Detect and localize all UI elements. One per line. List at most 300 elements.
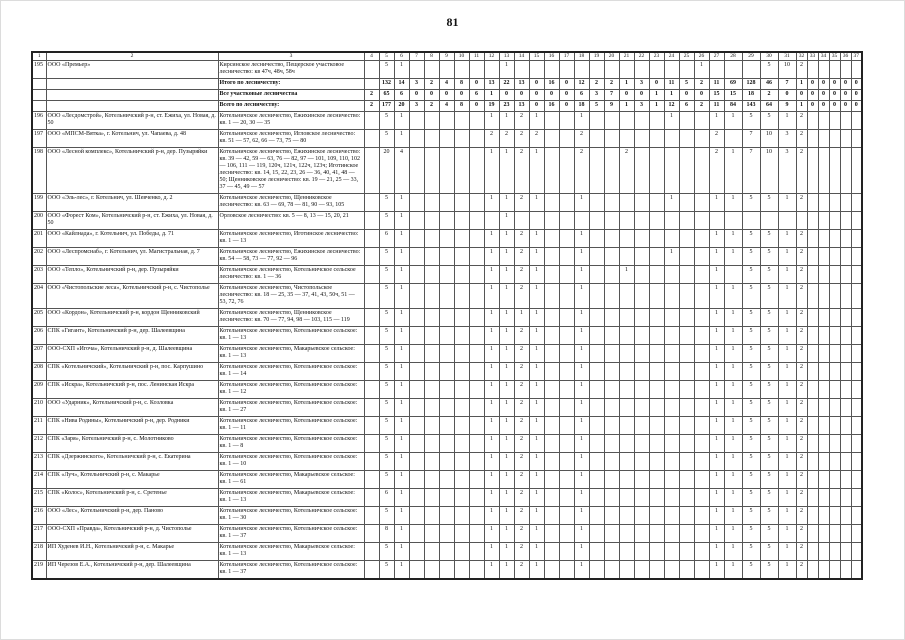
- value-cell: [807, 112, 818, 130]
- value-cell: [742, 61, 760, 79]
- column-number-header: 24: [664, 52, 679, 61]
- value-cell: [851, 453, 862, 471]
- value-cell: [634, 266, 649, 284]
- value-cell: [664, 212, 679, 230]
- value-cell: 15: [709, 90, 724, 101]
- value-cell: [840, 284, 851, 309]
- value-cell: 2: [619, 148, 634, 194]
- value-cell: [679, 525, 694, 543]
- value-cell: 18: [574, 101, 589, 112]
- value-cell: 1: [724, 417, 742, 435]
- value-cell: [469, 284, 484, 309]
- value-cell: [424, 112, 439, 130]
- value-cell: 1: [484, 525, 499, 543]
- value-cell: 5: [760, 266, 778, 284]
- row-number-cell: 199: [32, 194, 46, 212]
- value-cell: [840, 489, 851, 507]
- value-cell: 5: [742, 363, 760, 381]
- value-cell: 1: [529, 417, 544, 435]
- forest-cell: Котельничское лесничество, Ежихинское лесничество: кв. 1 — 20, 30 — 35: [218, 112, 364, 130]
- value-cell: [851, 507, 862, 525]
- value-cell: [604, 230, 619, 248]
- table-row: [32, 561, 862, 580]
- value-cell: [796, 212, 807, 230]
- value-cell: [454, 130, 469, 148]
- value-cell: [439, 327, 454, 345]
- value-cell: [679, 417, 694, 435]
- value-cell: 1: [574, 363, 589, 381]
- value-cell: 1: [778, 381, 796, 399]
- value-cell: [679, 471, 694, 489]
- value-cell: [364, 507, 379, 525]
- value-cell: [589, 363, 604, 381]
- value-cell: 5: [760, 194, 778, 212]
- value-cell: [829, 61, 840, 79]
- value-cell: 1: [778, 112, 796, 130]
- value-cell: [619, 417, 634, 435]
- value-cell: [604, 112, 619, 130]
- value-cell: 1: [529, 309, 544, 327]
- value-cell: [424, 248, 439, 266]
- value-cell: [439, 130, 454, 148]
- value-cell: [829, 363, 840, 381]
- value-cell: [439, 248, 454, 266]
- value-cell: [829, 230, 840, 248]
- column-number-header: 27: [709, 52, 724, 61]
- value-cell: [619, 327, 634, 345]
- value-cell: [469, 248, 484, 266]
- value-cell: 1: [709, 525, 724, 543]
- value-cell: 0: [818, 101, 829, 112]
- value-cell: 1: [724, 230, 742, 248]
- value-cell: [559, 399, 574, 417]
- column-number-header: 18: [574, 52, 589, 61]
- owner-cell: ООО «Ударник», Котельничский р-н, с. Козловка: [46, 399, 218, 417]
- value-cell: [469, 489, 484, 507]
- row-number-cell: 213: [32, 453, 46, 471]
- forest-cell: Котельничское лесничество, Котельничское сельское: кв. 1 — 11: [218, 417, 364, 435]
- value-cell: [514, 212, 529, 230]
- value-cell: 2: [796, 489, 807, 507]
- value-cell: [840, 525, 851, 543]
- value-cell: [679, 148, 694, 194]
- value-cell: 2: [514, 525, 529, 543]
- value-cell: [807, 543, 818, 561]
- value-cell: [829, 148, 840, 194]
- value-cell: [818, 130, 829, 148]
- value-cell: 1: [394, 489, 409, 507]
- value-cell: [439, 230, 454, 248]
- value-cell: 1: [574, 284, 589, 309]
- owner-cell: СПК «Заря», Котельничский р-н, с. Молотниково: [46, 435, 218, 453]
- value-cell: [619, 381, 634, 399]
- value-cell: [619, 284, 634, 309]
- value-cell: [604, 417, 619, 435]
- value-cell: 0: [529, 90, 544, 101]
- value-cell: [589, 525, 604, 543]
- value-cell: [589, 309, 604, 327]
- value-cell: 5: [742, 543, 760, 561]
- value-cell: 1: [394, 266, 409, 284]
- value-cell: 1: [529, 248, 544, 266]
- value-cell: [364, 148, 379, 194]
- value-cell: [807, 327, 818, 345]
- row-number-cell: 211: [32, 417, 46, 435]
- value-cell: 2: [514, 435, 529, 453]
- value-cell: [694, 417, 709, 435]
- value-cell: 2: [424, 79, 439, 90]
- value-cell: [574, 61, 589, 79]
- owner-cell: ООО «Лесной комплекс», Котельничский р-н, дер. Пузыряйки: [46, 148, 218, 194]
- value-cell: [544, 381, 559, 399]
- value-cell: [851, 148, 862, 194]
- value-cell: [818, 435, 829, 453]
- column-number-header: 26: [694, 52, 709, 61]
- row-number-cell: 202: [32, 248, 46, 266]
- table-row: [32, 309, 862, 327]
- value-cell: 0: [840, 101, 851, 112]
- forest-cell: Котельничское лесничество, Котельничское сельское: кв. 1 — 30: [218, 507, 364, 525]
- value-cell: 5: [742, 345, 760, 363]
- forest-cell: Котельничское лесничество, Котельничское сельское лесничество: кв. 1 — 36: [218, 266, 364, 284]
- value-cell: 1: [499, 266, 514, 284]
- value-cell: [364, 435, 379, 453]
- value-cell: [589, 507, 604, 525]
- value-cell: 1: [709, 266, 724, 284]
- value-cell: [840, 230, 851, 248]
- value-cell: [679, 230, 694, 248]
- value-cell: 1: [724, 471, 742, 489]
- value-cell: [469, 525, 484, 543]
- value-cell: [679, 327, 694, 345]
- column-number-header: 5: [379, 52, 394, 61]
- value-cell: [649, 525, 664, 543]
- value-cell: 1: [778, 327, 796, 345]
- value-cell: [544, 230, 559, 248]
- value-cell: [604, 363, 619, 381]
- value-cell: 1: [709, 345, 724, 363]
- value-cell: 0: [796, 90, 807, 101]
- value-cell: 5: [379, 507, 394, 525]
- value-cell: [424, 435, 439, 453]
- value-cell: [709, 61, 724, 79]
- value-cell: [818, 507, 829, 525]
- value-cell: [634, 381, 649, 399]
- value-cell: 1: [724, 561, 742, 580]
- value-cell: [604, 399, 619, 417]
- value-cell: [424, 399, 439, 417]
- value-cell: [840, 327, 851, 345]
- value-cell: [694, 230, 709, 248]
- value-cell: [818, 61, 829, 79]
- column-number-header: 32: [796, 52, 807, 61]
- value-cell: [851, 309, 862, 327]
- value-cell: 20: [379, 148, 394, 194]
- table-row: [32, 61, 862, 79]
- owner-cell: ООО «Форест Ком», Котельничский р-н, ст. Ежиха, ул. Новая, д. 50: [46, 212, 218, 230]
- value-cell: [694, 194, 709, 212]
- value-cell: 5: [742, 381, 760, 399]
- value-cell: [604, 266, 619, 284]
- value-cell: 5: [379, 112, 394, 130]
- value-cell: 1: [724, 507, 742, 525]
- value-cell: [544, 248, 559, 266]
- value-cell: [694, 489, 709, 507]
- value-cell: [742, 212, 760, 230]
- value-cell: 1: [724, 525, 742, 543]
- column-number-header: 29: [742, 52, 760, 61]
- value-cell: 1: [574, 507, 589, 525]
- value-cell: 1: [778, 284, 796, 309]
- value-cell: 6: [394, 90, 409, 101]
- owner-cell: ООО «Тепло», Котельничский р-н, дер. Пузыряйки: [46, 266, 218, 284]
- value-cell: [544, 489, 559, 507]
- value-cell: 2: [514, 399, 529, 417]
- value-cell: 1: [574, 230, 589, 248]
- value-cell: [454, 309, 469, 327]
- value-cell: 2: [514, 248, 529, 266]
- value-cell: 1: [529, 489, 544, 507]
- value-cell: [559, 525, 574, 543]
- value-cell: [424, 230, 439, 248]
- value-cell: [679, 507, 694, 525]
- value-cell: [364, 248, 379, 266]
- value-cell: 1: [574, 248, 589, 266]
- value-cell: [694, 363, 709, 381]
- value-cell: [619, 345, 634, 363]
- page-number: 81: [446, 15, 459, 29]
- table-row: [32, 507, 862, 525]
- value-cell: 5: [760, 309, 778, 327]
- value-cell: 132: [379, 79, 394, 90]
- table-row: [32, 266, 862, 284]
- forest-cell: Всего по лесничеству:: [218, 101, 364, 112]
- value-cell: 1: [778, 194, 796, 212]
- value-cell: 2: [796, 112, 807, 130]
- value-cell: [589, 381, 604, 399]
- value-cell: [829, 248, 840, 266]
- row-number-cell: 219: [32, 561, 46, 580]
- value-cell: 7: [742, 148, 760, 194]
- value-cell: [649, 345, 664, 363]
- value-cell: [424, 363, 439, 381]
- column-number-header: 31: [778, 52, 796, 61]
- value-cell: 1: [574, 309, 589, 327]
- value-cell: [724, 266, 742, 284]
- value-cell: [634, 230, 649, 248]
- value-cell: [469, 327, 484, 345]
- value-cell: 1: [574, 435, 589, 453]
- value-cell: 65: [379, 90, 394, 101]
- value-cell: 2: [796, 345, 807, 363]
- value-cell: 1: [709, 381, 724, 399]
- value-cell: 1: [499, 148, 514, 194]
- owner-cell: СПК «Искра», Котельничский р-н, пос. Ленинская Искра: [46, 381, 218, 399]
- value-cell: [454, 194, 469, 212]
- row-number-cell: 198: [32, 148, 46, 194]
- table-row: [32, 130, 862, 148]
- value-cell: [604, 194, 619, 212]
- value-cell: 1: [778, 507, 796, 525]
- value-cell: [679, 435, 694, 453]
- value-cell: [559, 453, 574, 471]
- value-cell: [364, 489, 379, 507]
- value-cell: [559, 148, 574, 194]
- value-cell: 5: [760, 417, 778, 435]
- value-cell: 6: [679, 101, 694, 112]
- value-cell: 1: [499, 212, 514, 230]
- value-cell: 5: [379, 453, 394, 471]
- value-cell: [664, 471, 679, 489]
- value-cell: 1: [709, 284, 724, 309]
- value-cell: [634, 543, 649, 561]
- owner-cell: СПК «Дзержинского», Котельничский р-н, с. Екатерина: [46, 453, 218, 471]
- value-cell: [409, 212, 424, 230]
- column-number-header: 11: [469, 52, 484, 61]
- value-cell: 20: [394, 101, 409, 112]
- value-cell: 1: [529, 148, 544, 194]
- value-cell: [424, 345, 439, 363]
- value-cell: [634, 363, 649, 381]
- value-cell: [559, 543, 574, 561]
- value-cell: [851, 525, 862, 543]
- value-cell: 1: [394, 112, 409, 130]
- value-cell: 1: [484, 266, 499, 284]
- value-cell: 5: [742, 266, 760, 284]
- value-cell: 1: [529, 381, 544, 399]
- value-cell: [424, 507, 439, 525]
- value-cell: [424, 61, 439, 79]
- value-cell: [664, 507, 679, 525]
- value-cell: 1: [694, 61, 709, 79]
- value-cell: [469, 230, 484, 248]
- value-cell: 1: [484, 453, 499, 471]
- value-cell: [619, 435, 634, 453]
- value-cell: [649, 453, 664, 471]
- value-cell: [634, 194, 649, 212]
- value-cell: [829, 284, 840, 309]
- value-cell: 2: [796, 399, 807, 417]
- value-cell: 1: [574, 489, 589, 507]
- owner-cell: ООО «Чистопольские леса», Котельничский р-н, с. Чистополье: [46, 284, 218, 309]
- value-cell: 2: [796, 327, 807, 345]
- value-cell: 0: [679, 90, 694, 101]
- value-cell: [544, 363, 559, 381]
- value-cell: 1: [709, 112, 724, 130]
- value-cell: [664, 148, 679, 194]
- value-cell: [364, 471, 379, 489]
- value-cell: [649, 471, 664, 489]
- value-cell: [664, 399, 679, 417]
- value-cell: [694, 435, 709, 453]
- value-cell: [439, 543, 454, 561]
- value-cell: 1: [724, 148, 742, 194]
- column-number-header: 10: [454, 52, 469, 61]
- value-cell: 1: [514, 309, 529, 327]
- value-cell: [544, 148, 559, 194]
- value-cell: [818, 363, 829, 381]
- value-cell: 2: [514, 194, 529, 212]
- value-cell: [439, 561, 454, 580]
- value-cell: [829, 266, 840, 284]
- value-cell: 5: [742, 248, 760, 266]
- value-cell: [619, 61, 634, 79]
- value-cell: 19: [484, 101, 499, 112]
- value-cell: 1: [484, 230, 499, 248]
- value-cell: [439, 266, 454, 284]
- value-cell: 1: [778, 561, 796, 580]
- column-number-header: 34: [818, 52, 829, 61]
- value-cell: [840, 309, 851, 327]
- value-cell: 1: [724, 327, 742, 345]
- value-cell: 1: [394, 363, 409, 381]
- value-cell: [807, 489, 818, 507]
- value-cell: [619, 130, 634, 148]
- table-row: [32, 194, 862, 212]
- value-cell: [364, 309, 379, 327]
- value-cell: [544, 417, 559, 435]
- value-cell: [664, 309, 679, 327]
- value-cell: [807, 212, 818, 230]
- forest-cell: Котельничское лесничество, Котельничское сельское: кв. 1 — 37: [218, 561, 364, 580]
- owner-cell: ООО «Кордон», Котельничский р-н, кордон Щенниковский: [46, 309, 218, 327]
- value-cell: [851, 212, 862, 230]
- value-cell: [634, 284, 649, 309]
- value-cell: [409, 435, 424, 453]
- value-cell: [604, 248, 619, 266]
- value-cell: [840, 417, 851, 435]
- value-cell: [364, 284, 379, 309]
- value-cell: [649, 507, 664, 525]
- value-cell: 3: [634, 101, 649, 112]
- value-cell: 6: [379, 489, 394, 507]
- value-cell: [544, 212, 559, 230]
- value-cell: [851, 417, 862, 435]
- forest-cell: Котельничское лесничество, Иготинское лесничество: кв. 1 — 13: [218, 230, 364, 248]
- value-cell: [679, 61, 694, 79]
- value-cell: [529, 212, 544, 230]
- value-cell: 0: [424, 90, 439, 101]
- value-cell: 1: [484, 248, 499, 266]
- value-cell: [544, 194, 559, 212]
- value-cell: [424, 525, 439, 543]
- value-cell: [807, 345, 818, 363]
- value-cell: 2: [796, 471, 807, 489]
- value-cell: 177: [379, 101, 394, 112]
- value-cell: [851, 61, 862, 79]
- value-cell: [619, 309, 634, 327]
- value-cell: 1: [484, 381, 499, 399]
- value-cell: [604, 148, 619, 194]
- value-cell: [439, 309, 454, 327]
- value-cell: 2: [364, 90, 379, 101]
- value-cell: [694, 284, 709, 309]
- value-cell: [469, 471, 484, 489]
- value-cell: [439, 212, 454, 230]
- value-cell: [649, 266, 664, 284]
- owner-cell: ИП Черезов Е.А., Котельничский р-н, дер. Шалеевщина: [46, 561, 218, 580]
- value-cell: [364, 363, 379, 381]
- value-cell: [454, 507, 469, 525]
- value-cell: 2: [796, 130, 807, 148]
- value-cell: 1: [724, 453, 742, 471]
- value-cell: [829, 194, 840, 212]
- forest-cell: Котельничское лесничество, Щенниковское лесничество: кв. 70 — 77, 94, 98 — 103, 115 — 119: [218, 309, 364, 327]
- value-cell: [454, 471, 469, 489]
- value-cell: [664, 230, 679, 248]
- value-cell: 1: [724, 309, 742, 327]
- value-cell: [409, 194, 424, 212]
